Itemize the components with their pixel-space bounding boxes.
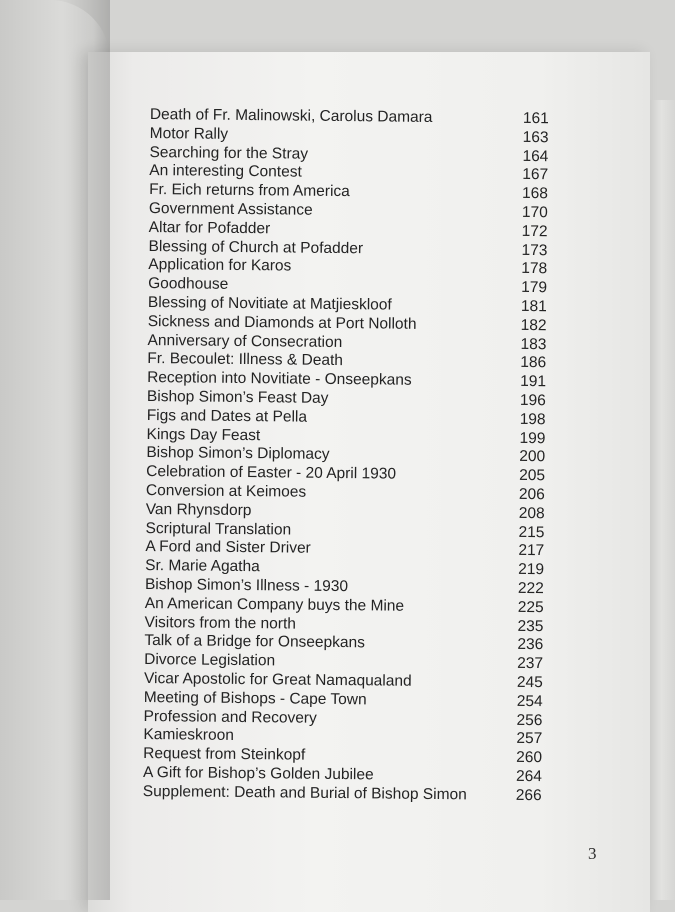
toc-entry-page: 237 bbox=[517, 654, 544, 673]
toc-entry-title: Bishop Simon’s Illness - 1930 bbox=[144, 575, 349, 596]
toc-entry-page: 181 bbox=[520, 297, 547, 316]
next-page-edge bbox=[648, 100, 675, 900]
toc-entry-page: 198 bbox=[519, 410, 546, 428]
toc-entry-title: Celebration of Easter - 20 April 1930 bbox=[146, 463, 397, 483]
toc-entry-title: Motor Rally bbox=[149, 124, 229, 143]
toc-entry-page: 164 bbox=[522, 147, 549, 165]
toc-entry-page: 183 bbox=[520, 335, 547, 353]
toc-entry-title: Fr. Becoulet: Illness & Death bbox=[147, 350, 344, 370]
toc-entry-page: 217 bbox=[518, 542, 545, 560]
page-number: 3 bbox=[588, 844, 597, 863]
toc-entry-title: Reception into Novitiate - Onseepkans bbox=[147, 369, 412, 389]
toc-entry-page: 257 bbox=[516, 730, 543, 748]
toc-entry-title: Kamieskroon bbox=[143, 726, 234, 745]
toc-entry-page: 173 bbox=[521, 241, 548, 259]
toc-entry-page: 179 bbox=[521, 279, 548, 297]
toc-entry-title: Visitors from the north bbox=[144, 613, 297, 633]
toc-entry-title: Blessing of Novitiate at Matjieskloof bbox=[147, 293, 392, 314]
toc-entry-page: 191 bbox=[520, 373, 547, 391]
toc-entry-page: 186 bbox=[520, 354, 547, 372]
toc-entry-title: An interesting Contest bbox=[149, 162, 302, 181]
toc-entry-page: 172 bbox=[521, 222, 548, 240]
toc-entry-page: 266 bbox=[515, 786, 542, 804]
table-of-contents bbox=[143, 106, 560, 806]
toc-entry-page: 200 bbox=[519, 448, 546, 466]
toc-entry-title: Death of Fr. Malinowski, Carolus Damara bbox=[149, 106, 433, 126]
toc-entry-title: Van Rhynsdorp bbox=[145, 500, 252, 519]
toc-entry-title: Vicar Apostolic for Great Namaqualand bbox=[143, 669, 412, 690]
toc-entry-page: 208 bbox=[518, 504, 545, 522]
toc-entry-page: 205 bbox=[519, 467, 546, 485]
toc-entry-title: Fr. Eich returns from America bbox=[149, 181, 350, 201]
toc-entry-page: 167 bbox=[522, 166, 549, 184]
toc-entry-page: 219 bbox=[518, 561, 545, 579]
toc-entry-title: Bishop Simon’s Feast Day bbox=[146, 387, 329, 407]
toc-entry-page: 256 bbox=[516, 711, 543, 729]
toc-entry-page: 264 bbox=[515, 767, 542, 786]
toc-entry-title: Talk of a Bridge for Onseepkans bbox=[144, 632, 366, 652]
toc-entry-page: 236 bbox=[517, 636, 544, 654]
toc-entry-title: An American Company buys the Mine bbox=[144, 594, 405, 615]
toc-entry-title: Profession and Recovery bbox=[143, 707, 317, 727]
toc-entry-page: 260 bbox=[516, 748, 543, 767]
toc-entry-page: 235 bbox=[517, 617, 544, 635]
toc-entry-page: 254 bbox=[516, 692, 543, 710]
toc-entry-title: Altar for Pofadder bbox=[148, 218, 271, 238]
toc-entry-page: 170 bbox=[521, 203, 548, 222]
toc-entry-page: 196 bbox=[519, 391, 546, 410]
toc-entry-title: Request from Steinkopf bbox=[143, 745, 306, 764]
toc-entry-title: Supplement: Death and Burial of Bishop Simon bbox=[142, 782, 467, 804]
toc-entry-title: Meeting of Bishops - Cape Town bbox=[143, 688, 367, 709]
toc-entry-title: Conversion at Keimoes bbox=[145, 481, 307, 501]
toc-entry-title: Bishop Simon’s Diplomacy bbox=[146, 444, 330, 464]
toc-entry-title: Scriptural Translation bbox=[145, 519, 292, 539]
toc-entry-page: 168 bbox=[522, 185, 549, 203]
toc-entry-page: 161 bbox=[522, 109, 549, 128]
toc-entry-title: Goodhouse bbox=[148, 275, 229, 294]
toc-entry-title: Anniversary of Consecration bbox=[147, 331, 343, 351]
toc-entry-title: Divorce Legislation bbox=[144, 651, 276, 670]
toc-entry-title: A Ford and Sister Driver bbox=[145, 538, 311, 558]
toc-entry-page: 222 bbox=[517, 579, 544, 598]
spine-shadow bbox=[62, 0, 110, 900]
toc-entry-page: 178 bbox=[521, 260, 548, 278]
toc-entry-title: Government Assistance bbox=[148, 199, 313, 219]
toc-entry-title: A Gift for Bishop’s Golden Jubilee bbox=[142, 763, 374, 784]
toc-entry-page: 245 bbox=[516, 673, 543, 692]
toc-entry-page: 199 bbox=[519, 429, 546, 447]
toc-entry-title: Kings Day Feast bbox=[146, 425, 261, 444]
toc-entry-title: Blessing of Church at Pofadder bbox=[148, 237, 364, 257]
toc-entry-page: 163 bbox=[522, 128, 549, 146]
toc-entry-title: Sr. Marie Agatha bbox=[145, 557, 260, 576]
toc-entry-title: Application for Karos bbox=[148, 256, 292, 275]
toc-entry-page: 182 bbox=[520, 316, 547, 334]
toc-entry-title: Searching for the Stray bbox=[149, 143, 309, 163]
toc-entry-title: Sickness and Diamonds at Port Nolloth bbox=[147, 312, 417, 333]
toc-entry-page: 225 bbox=[517, 598, 544, 616]
toc-entry-page: 206 bbox=[518, 485, 545, 504]
toc-entry-title: Figs and Dates at Pella bbox=[146, 406, 308, 426]
toc-entry-page: 215 bbox=[518, 523, 545, 541]
